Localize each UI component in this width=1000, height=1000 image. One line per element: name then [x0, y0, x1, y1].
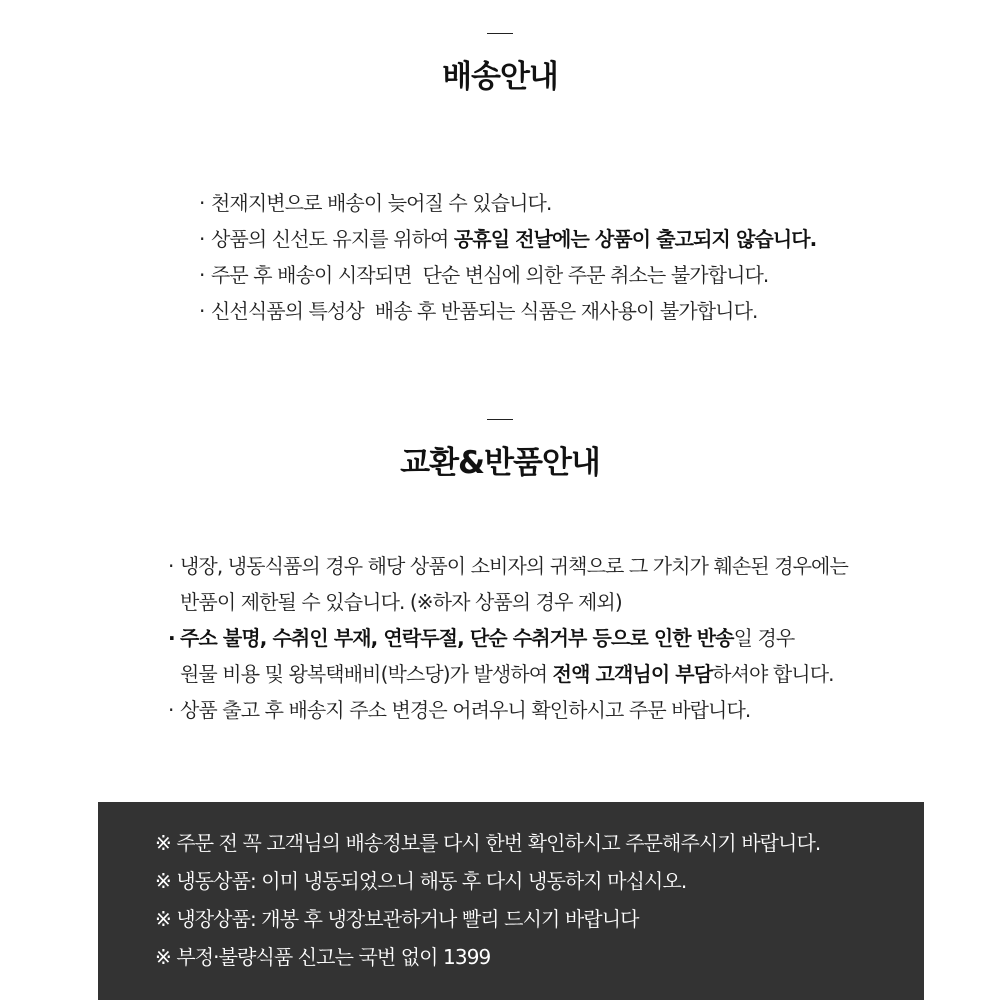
exchange-title: 교환&반품안내 — [400, 445, 600, 481]
list-item-text: 천재지변으로 배송이 늦어질 수 있습니다. — [211, 191, 552, 215]
bullet: · — [199, 299, 205, 323]
list-item-bold-text: 전액 고객님이 부담 — [552, 662, 713, 686]
list-item-bold-text: 주소 불명, 수취인 부재, 연락두절, 단순 수취거부 등으로 인한 반송 — [180, 626, 734, 650]
shipping-title: 배송안내 — [442, 59, 558, 95]
notice-box — [98, 802, 924, 1000]
bullet: · — [168, 698, 174, 722]
list-item-bold-text: 공휴일 전날에는 상품이 출고되지 않습니다. — [453, 227, 817, 251]
list-item-text: 원물 비용 및 왕복택배비(박스당)가 발생하여 — [180, 662, 553, 686]
exchange-list — [168, 548, 848, 728]
bullet: · — [199, 191, 205, 215]
list-item-text: 신선식품의 특성상 배송 후 반품되는 식품은 재사용이 불가합니다. — [211, 299, 758, 323]
list-item-text: 상품 출고 후 배송지 주소 변경은 어려우니 확인하시고 주문 바랍니다. — [180, 698, 751, 722]
list-item-continuation — [168, 584, 848, 620]
bullet: · — [199, 227, 205, 251]
bullet: · — [199, 263, 205, 287]
bullet: · — [168, 626, 175, 650]
bullet: · — [168, 554, 174, 578]
list-item — [199, 185, 816, 221]
list-item — [168, 620, 848, 656]
notice-item: ※ 주문 전 꼭 고객님의 배송정보를 다시 한번 확인하시고 주문해주시기 바랍니다. — [155, 831, 821, 855]
list-item — [199, 293, 816, 329]
notice-item: ※ 냉장상품: 개봉 후 냉장보관하거나 빨리 드시기 바랍니다 — [155, 907, 639, 931]
list-item — [168, 548, 848, 584]
list-item-text: 냉장, 냉동식품의 경우 해당 상품이 소비자의 귀책으로 그 가치가 훼손된 경우에는 — [180, 554, 848, 578]
list-item — [199, 221, 816, 257]
notice-list — [155, 824, 820, 976]
shipping-title-rule — [487, 33, 513, 34]
list-item — [199, 257, 816, 293]
list-item — [168, 692, 848, 728]
exchange-title-rule — [487, 419, 513, 420]
list-item-continuation — [168, 656, 848, 692]
list-item-text: 상품의 신선도 유지를 위하여 — [211, 227, 454, 251]
shipping-list — [199, 185, 816, 329]
list-item-text: 일 경우 — [733, 626, 795, 650]
notice-item: ※ 냉동상품: 이미 냉동되었으니 해동 후 다시 냉동하지 마십시오. — [155, 869, 687, 893]
notice-item: ※ 부정·불량식품 신고는 국번 없이 1399 — [155, 945, 491, 969]
list-item-text-after: 하셔야 합니다. — [712, 662, 834, 686]
list-item-text: 반품이 제한될 수 있습니다. (※하자 상품의 경우 제외) — [180, 590, 622, 614]
list-item-text: 주문 후 배송이 시작되면 단순 변심에 의한 주문 취소는 불가합니다. — [211, 263, 769, 287]
